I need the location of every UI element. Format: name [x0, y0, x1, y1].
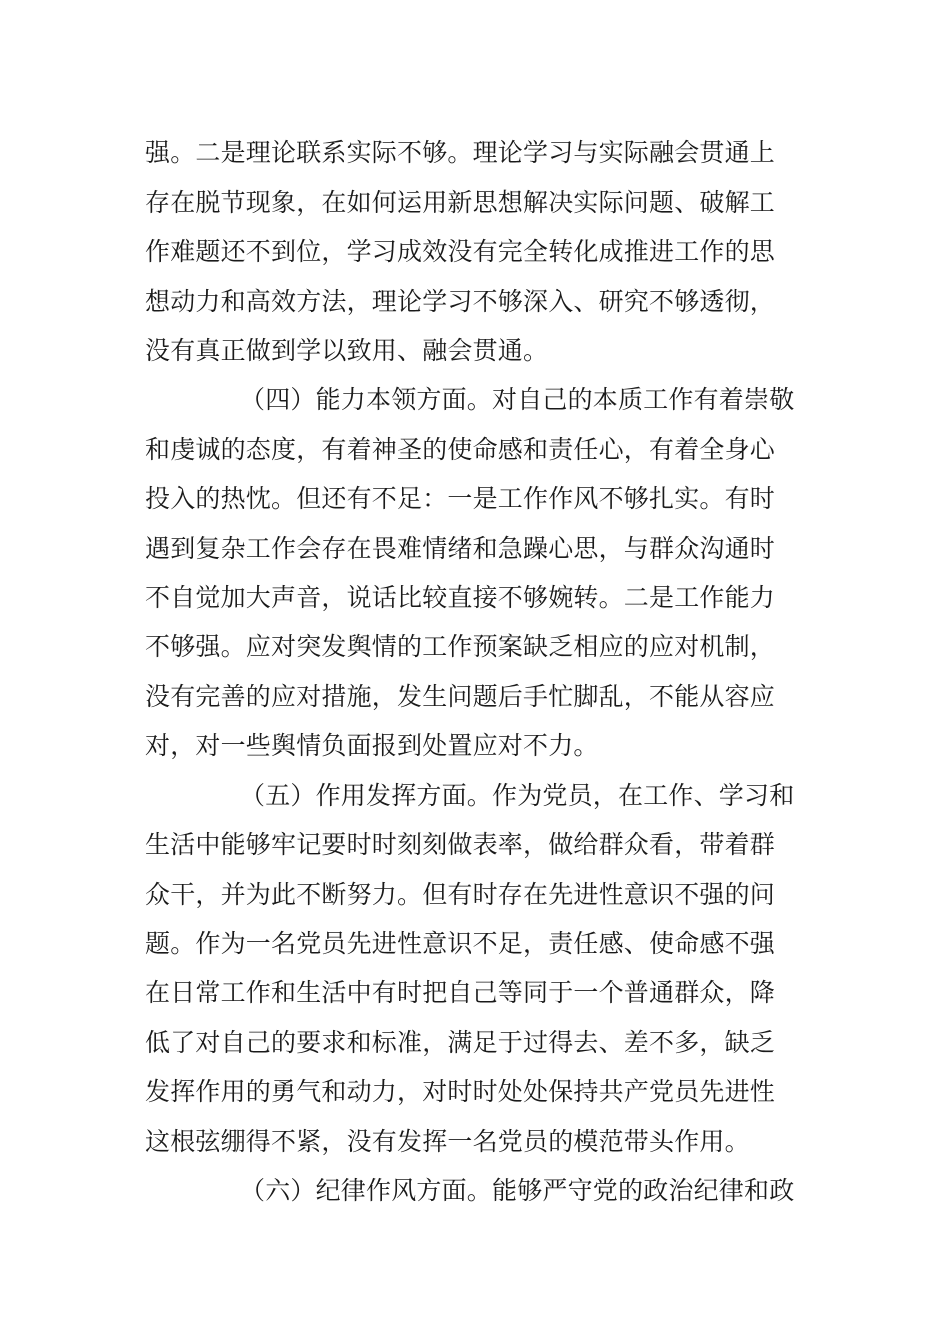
body-text-line: 生活中能够牢记要时时刻刻做表率，做给群众看，带着群 [145, 830, 776, 859]
body-text-line: 和虔诚的态度，有着神圣的使命感和责任心，有着全身心 [145, 435, 776, 464]
body-text-line: 发挥作用的勇气和动力，对时时处处保持共产党员先进性 [145, 1077, 776, 1106]
body-text-line: 投入的热忱。但还有不足：一是工作作风不够扎实。有时 [145, 484, 776, 513]
body-text-line: 作难题还不到位，学习成效没有完全转化成推进工作的思 [145, 237, 776, 266]
body-text-line: 不够强。应对突发舆情的工作预案缺乏相应的应对机制， [145, 632, 776, 661]
body-text-line: 众干，并为此不断努力。但有时存在先进性意识不强的问 [145, 880, 776, 909]
body-text-line: 强。二是理论联系实际不够。理论学习与实际融会贯通上 [145, 138, 776, 167]
body-text-line: 这根弦绷得不紧，没有发挥一名党员的模范带头作用。 [145, 1127, 750, 1156]
body-text-line: 遇到复杂工作会存在畏难情绪和急躁心思，与群众沟通时 [145, 534, 776, 563]
section-heading-line: （四）能力本领方面。对自己的本质工作有着崇敬 [240, 385, 795, 414]
body-text-line: 在日常工作和生活中有时把自己等同于一个普通群众，降 [145, 978, 776, 1007]
body-text-line: 对，对一些舆情负面报到处置应对不力。 [145, 731, 599, 760]
body-text-line: 想动力和高效方法，理论学习不够深入、研究不够透彻， [145, 287, 776, 316]
body-text-line: 题。作为一名党员先进性意识不足，责任感、使命感不强 [145, 929, 776, 958]
body-text-line: 低了对自己的要求和标准，满足于过得去、差不多，缺乏 [145, 1028, 776, 1057]
body-text-line: 没有完善的应对措施，发生问题后手忙脚乱，不能从容应 [145, 682, 776, 711]
body-text-line: 存在脱节现象，在如何运用新思想解决实际问题、破解工 [145, 188, 776, 217]
section-heading-line: （五）作用发挥方面。作为党员，在工作、学习和 [240, 781, 795, 810]
body-text-line: 不自觉加大声音，说话比较直接不够婉转。二是工作能力 [145, 583, 776, 612]
section-heading-line: （六）纪律作风方面。能够严守党的政治纪律和政 [240, 1176, 795, 1205]
body-text-line: 没有真正做到学以致用、融会贯通。 [145, 336, 549, 365]
